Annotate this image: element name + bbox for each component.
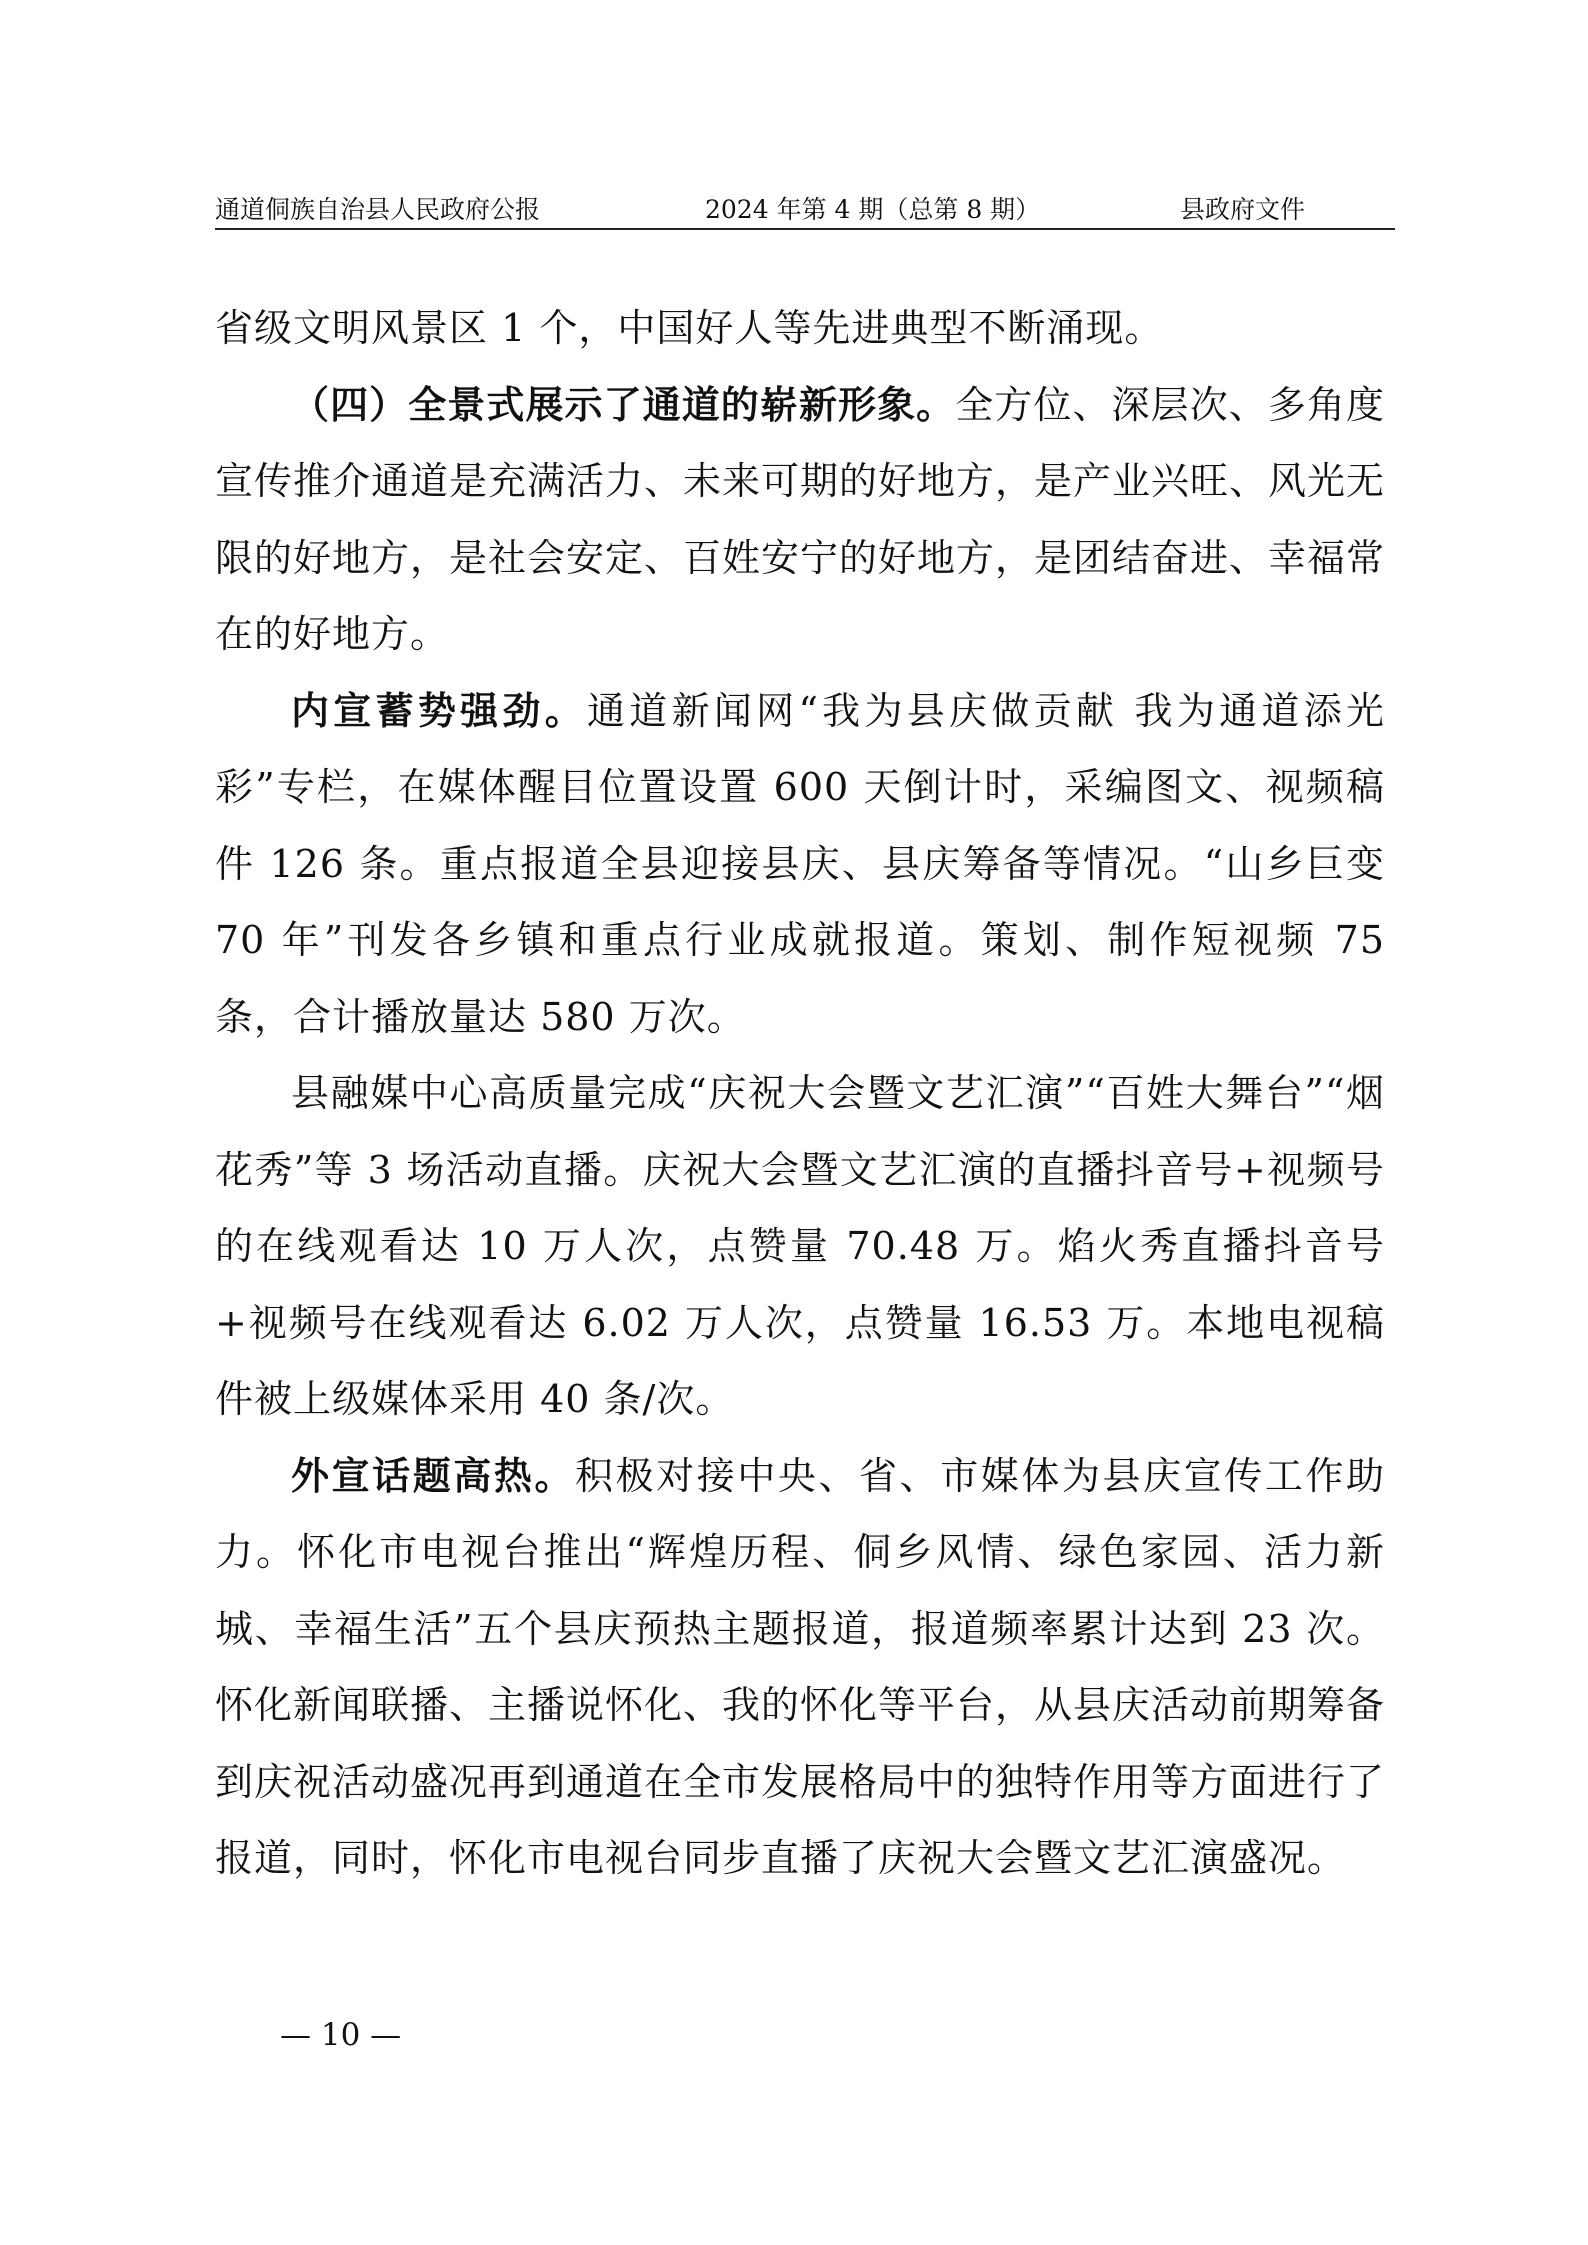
paragraph-internal-publicity [215,673,1385,1056]
paragraph-external-publicity [215,1438,1385,1897]
header-section-name: 县政府文件 [1180,195,1306,224]
paragraph-continuation: 省级文明风景区 1 个，中国好人等先进典型不断涌现。 [215,306,1164,350]
header-issue-number: 2024 年第 4 期（总第 8 期） [705,195,1041,224]
paragraph-section-four [215,367,1385,673]
paragraph-livestream: 县融媒中心高质量完成“庆祝大会暨文艺汇演”“百姓大舞台”“烟花秀”等 3 场活动直播。庆祝大会暨文艺汇演的直播抖音号+视频号的在线观看达 10 万人次，点赞量 70.48 万。焰火秀直播抖音号+视频号在线观看达 6.02 万人次，点赞量 16.53 万。本地电视稿件被上级媒体采用 40 条/次。 [215,1071,1385,1421]
paragraph-text: 积极对接中央、省、市媒体为县庆宣传工作助力。怀化市电视台推出“辉煌历程、侗乡风情、绿色家园、活力新城、幸福生活”五个县庆预热主题报道，报道频率累计达到 23 次。怀化新闻联播、主播说怀化、我的怀化等平台，从县庆活动前期筹备到庆祝活动盛况再到通道在全市发展格局中的独特作用等方面进行了报道，同时，怀化市电视台同步直播了庆祝大会暨文艺汇演盛况。 [215,1453,1386,1880]
subsection-heading: 外宣话题高热。 [291,1452,576,1498]
running-header [215,192,1395,230]
paragraph-text: 全方位、深层次、多角度宣传推介通道是充满活力、未来可期的好地方，是产业兴旺、风光无限的好地方，是社会安定、百姓安宁的好地方，是团结奋进、幸福常在的好地方。 [215,382,1386,656]
page-number: — 10 — [280,2017,402,2053]
article-body [215,290,1385,1897]
subsection-heading: 内宣蓄势强劲。 [291,687,588,733]
paragraph-text: 通道新闻网“我为县庆做贡献 我为通道添光彩”专栏，在媒体醒目位置设置 600 天倒计时，采编图文、视频稿件 126 条。重点报道全县迎接县庆、县庆筹备等情况。“山乡巨变 70 年”刊发各乡镇和重点行业成就报道。策划、制作短视频 75 条，合计播放量达 580 万次。 [215,688,1385,1039]
section-heading: （四）全景式展示了通道的崭新形象。 [291,381,956,427]
header-publication-title: 通道侗族自治县人民政府公报 [215,195,541,224]
